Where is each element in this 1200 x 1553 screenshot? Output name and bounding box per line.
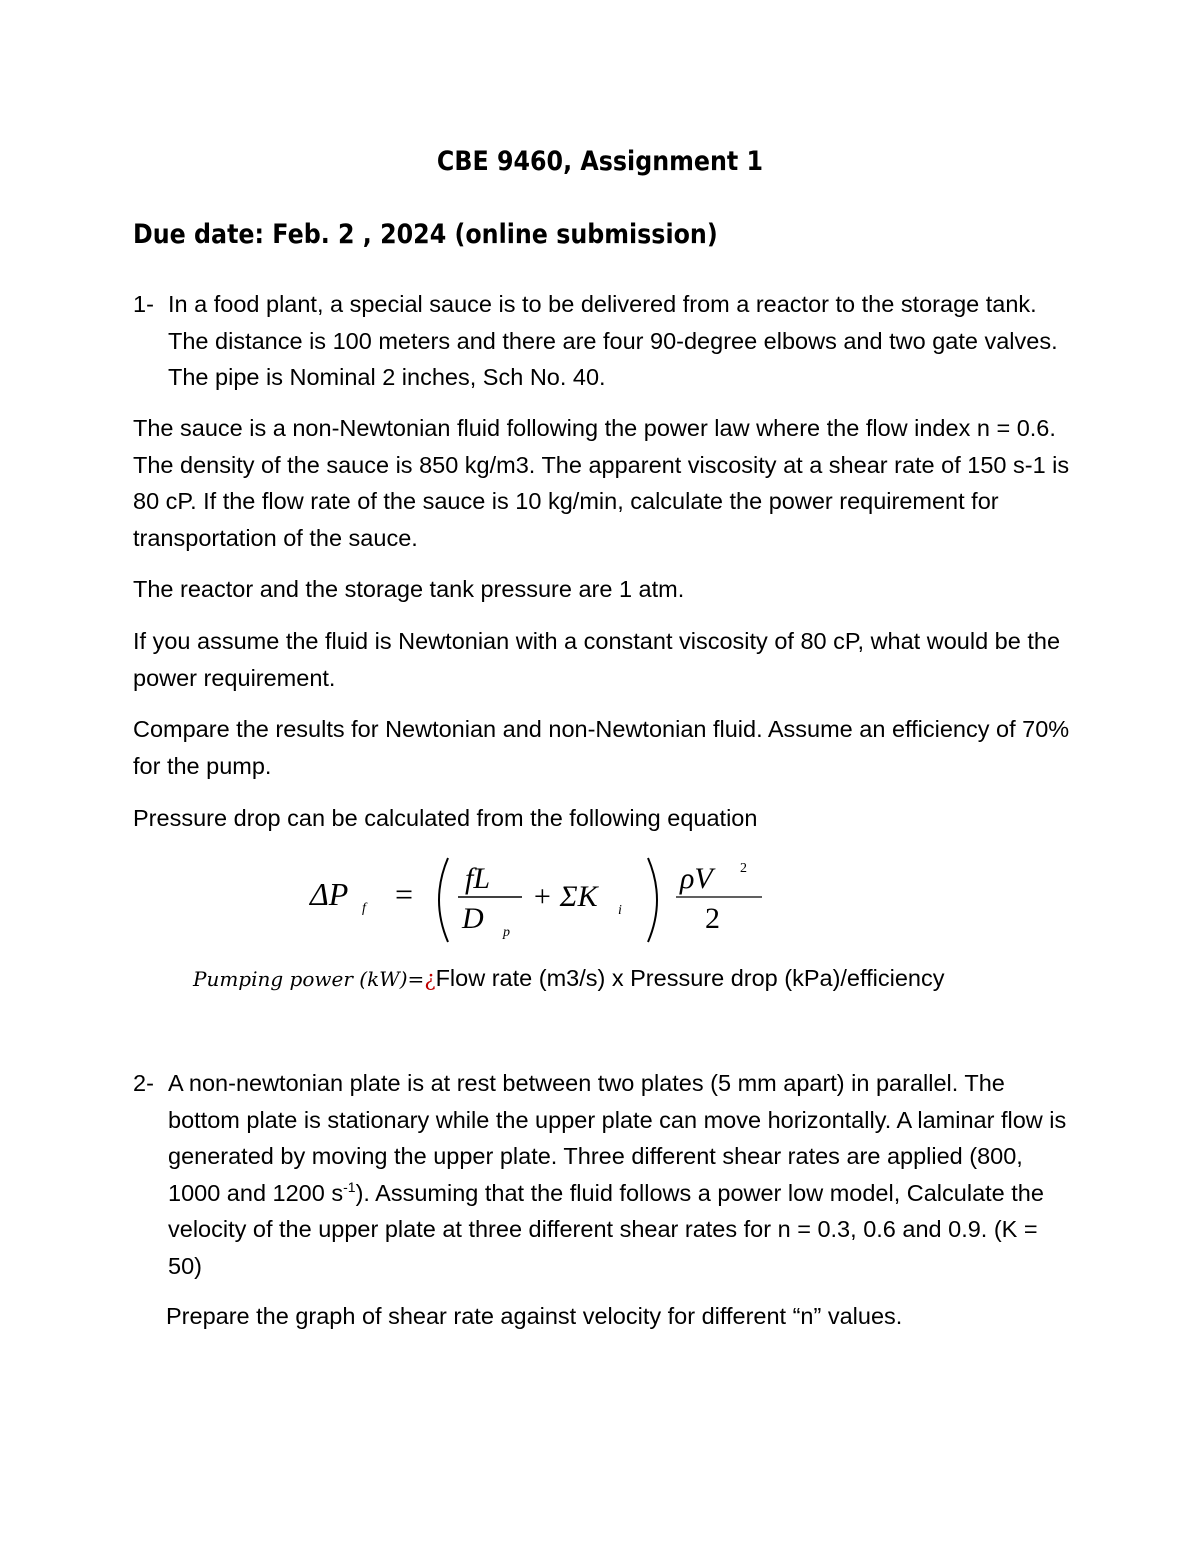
eq-right-paren [648, 858, 657, 942]
question-1 [133, 286, 1073, 396]
question-2-text-b: ). Assuming that the fluid follows a power low model, Calculate the velocity of the upper plate at three different shear rates for n = 0.3, 0.6 and 0.9. (K = 50) [168, 1179, 1044, 1279]
eq-fraction-den: D [462, 902, 484, 935]
eq-rhs-sup: 2 [740, 861, 747, 876]
page-title: CBE 9460, Assignment 1 [436, 146, 764, 177]
question-2-sup: -1 [343, 1178, 356, 1195]
paragraph-newtonian: If you assume the fluid is Newtonian with a constant viscosity of 80 cP, what would be the power requirement. [133, 628, 1061, 691]
paragraph-compare: Compare the results for Newtonian and non-Newtonian fluid. Assume an efficiency of 70% for the pump. [133, 716, 1070, 779]
eq-k-sub: i [618, 903, 622, 918]
paragraph-sauce: The sauce is a non-Newtonian fluid following the power law where the flow index n = 0.6. The density of the sauce is 850 kg/m3. The apparent viscosity at a shear rate of 150 s-1 is 80 cP. If the flow rate of the sauce is 10 kg/min, calculate the power requirement for transportation of the sauce. [133, 415, 1070, 551]
pumping-power-formula [193, 960, 944, 997]
eq-rhs-num: ρV [680, 862, 713, 895]
question-2-number: 2- [133, 1070, 154, 1096]
question-2-text-a: A non-newtonian plate is at rest between two plates (5 mm apart) in parallel. The bottom plate is stationary while the upper plate can move horizontally. A laminar flow is generated by moving the upper plate. Three different shear rates are applied (800, 1000 and 1200 s [168, 1070, 1067, 1206]
pumping-power-text: Flow rate (m3/s) x Pressure drop (kPa)/efficiency [435, 965, 945, 991]
eq-rhs-den: 2 [705, 902, 720, 935]
eq-sum-k: + ΣK [532, 880, 598, 913]
question-2-text [168, 1065, 1073, 1284]
eq-lhs-sub: f [362, 901, 366, 916]
eq-left-paren [439, 858, 448, 942]
pressure-drop-equation [300, 850, 780, 950]
eq-lhs: ΔP [310, 876, 349, 912]
question-2 [133, 1065, 1073, 1284]
eq-equals: = [395, 876, 414, 912]
paragraph-graph: Prepare the graph of shear rate against velocity for different “n” values. [166, 1303, 903, 1329]
pumping-glyph: ¿ [424, 967, 436, 991]
question-1-number: 1- [133, 291, 154, 317]
paragraph-pressure: The reactor and the storage tank pressure are 1 atm. [133, 576, 685, 602]
eq-fraction-num: fL [465, 862, 491, 895]
pumping-power-label: Pumping power (kW)= [193, 967, 425, 991]
due-date: Due date: Feb. 2 , 2024 (online submission) [133, 219, 718, 250]
eq-den-sub: p [503, 925, 510, 940]
question-1-text: In a food plant, a special sauce is to be delivered from a reactor to the storage tank. The distance is 100 meters and there are four 90-degree elbows and two gate valves. The pipe is Nominal 2 inches, Sch No. 40. [168, 291, 1058, 390]
paragraph-equation-intro: Pressure drop can be calculated from the following equation [133, 805, 758, 831]
